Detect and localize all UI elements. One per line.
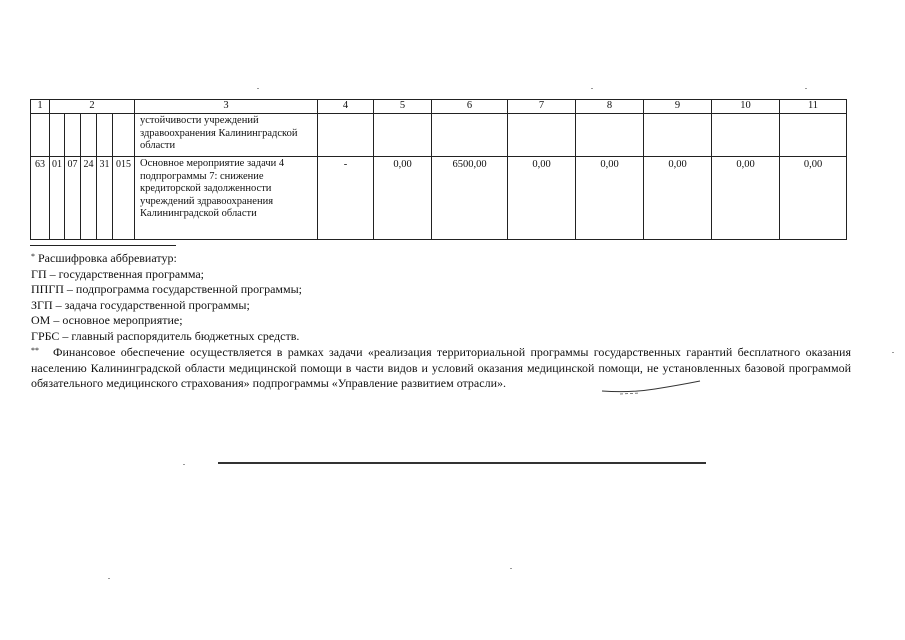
value-cell xyxy=(644,114,712,157)
bottom-rule xyxy=(218,462,706,464)
scan-speck xyxy=(805,88,807,89)
code-cell: 015 xyxy=(113,157,135,240)
footnote-financing xyxy=(31,345,851,392)
table-row xyxy=(31,114,847,157)
budget-table xyxy=(30,99,847,240)
table-header-row xyxy=(31,100,847,114)
footnote-marker: * xyxy=(31,252,35,261)
footnote-marker: ** xyxy=(31,346,39,355)
value-cell xyxy=(712,114,780,157)
header-cell: 5 xyxy=(374,100,432,114)
footnote-item: ГП – государственная программа; xyxy=(31,266,204,281)
value-cell: 6500,00 xyxy=(432,157,508,240)
code-cell xyxy=(50,114,65,157)
scan-speck xyxy=(591,88,593,89)
scan-speck xyxy=(257,88,259,89)
value-cell xyxy=(780,114,847,157)
header-cell: 2 xyxy=(50,100,135,114)
footnote-abbreviations xyxy=(31,251,851,344)
code-cell xyxy=(31,114,50,157)
value-cell: 0,00 xyxy=(712,157,780,240)
footnote-item: ЗГП – задача государственной программы; xyxy=(31,297,250,312)
value-cell xyxy=(374,114,432,157)
footnote-heading xyxy=(31,251,851,267)
code-cell: 24 xyxy=(81,157,97,240)
value-cell xyxy=(508,114,576,157)
handwritten-mark-icon xyxy=(600,377,710,397)
header-cell: 4 xyxy=(318,100,374,114)
value-cell: 0,00 xyxy=(644,157,712,240)
code-cell xyxy=(81,114,97,157)
code-cell xyxy=(113,114,135,157)
value-cell xyxy=(318,114,374,157)
value-cell: 0,00 xyxy=(576,157,644,240)
value-cell: - xyxy=(318,157,374,240)
footnote-item: ОМ – основное мероприятие; xyxy=(31,313,183,327)
code-cell xyxy=(97,114,113,157)
description-cell: Основное мероприятие задачи 4 подпрограммы 7: снижение кредиторской задолженности учреждений здравоохранения Калининградской области xyxy=(135,157,318,240)
value-cell: 0,00 xyxy=(374,157,432,240)
footnote-heading-text: Расшифровка аббревиатур: xyxy=(38,251,177,265)
header-cell: 10 xyxy=(712,100,780,114)
scan-speck xyxy=(108,578,110,579)
code-cell: 01 xyxy=(50,157,65,240)
header-cell: 7 xyxy=(508,100,576,114)
footnote-financing-text: Финансовое обеспечение осуществляется в рамках задачи «реализация территориальной программы государственных гарантий бесплатного оказания населению Калининградской области медицинской помощи в части видов и условий оказания медицинской помощи, не установленных базовой программой обязательного медицинского страхования» подпрограммы «Управление развитием отрасли». xyxy=(31,345,851,390)
header-cell: 9 xyxy=(644,100,712,114)
table-row xyxy=(31,157,847,240)
value-cell: 0,00 xyxy=(780,157,847,240)
header-cell: 3 xyxy=(135,100,318,114)
footnote-item: ППГП – подпрограмма государственной программы; xyxy=(31,282,302,296)
footnote-item: ГРБС – главный распорядитель бюджетных средств. xyxy=(31,328,300,343)
header-cell: 8 xyxy=(576,100,644,114)
footnote-separator xyxy=(30,245,176,246)
header-cell: 1 xyxy=(31,100,50,114)
scan-speck xyxy=(183,464,185,465)
value-cell xyxy=(576,114,644,157)
description-cell: устойчивости учреждений здравоохранения Калининградской области xyxy=(135,114,318,157)
value-cell: 0,00 xyxy=(508,157,576,240)
code-cell: 31 xyxy=(97,157,113,240)
code-cell xyxy=(65,114,81,157)
scan-speck xyxy=(510,568,512,569)
code-cell: 63 xyxy=(31,157,50,240)
code-cell: 07 xyxy=(65,157,81,240)
header-cell: 11 xyxy=(780,100,847,114)
header-cell: 6 xyxy=(432,100,508,114)
scan-speck xyxy=(892,352,894,353)
value-cell xyxy=(432,114,508,157)
